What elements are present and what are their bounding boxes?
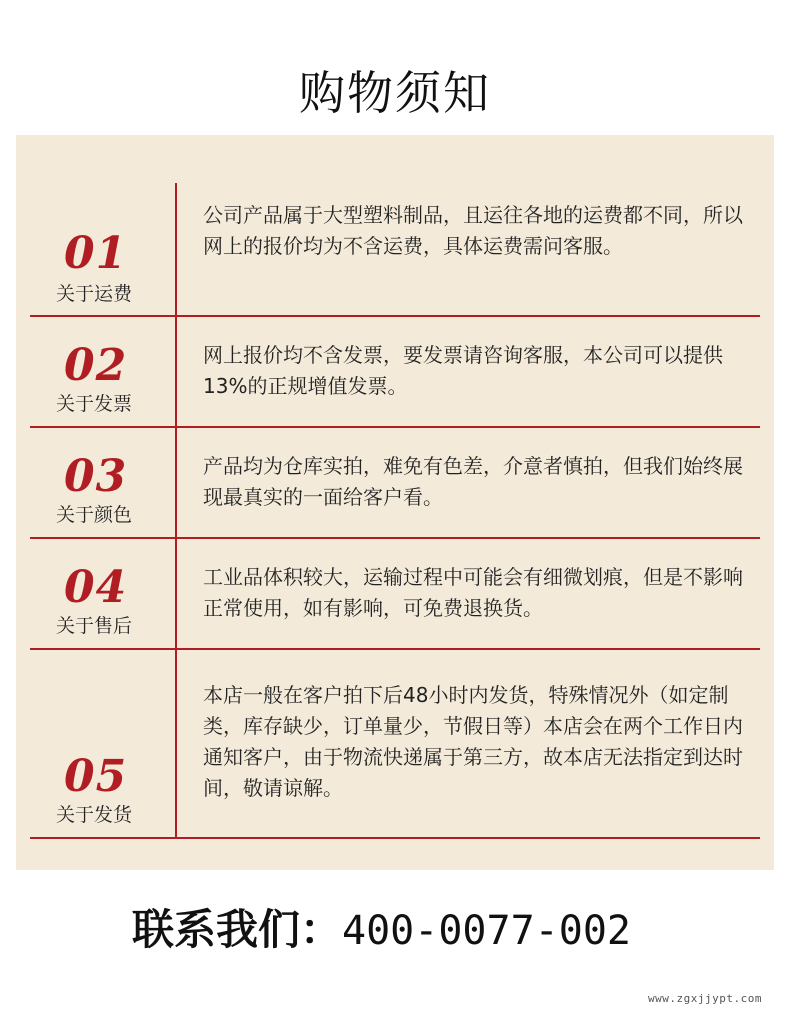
item-text-invoice: 网上报价均不含发票，要发票请咨询客服，本公司可以提供13%的正规增值发票。 <box>203 343 723 398</box>
site-watermark: www.zgxjjypt.com <box>648 992 762 1005</box>
item-text-color: 产品均为仓库实拍，难免有色差，介意者慎拍，但我们始终展现最真实的一面给客户看。 <box>203 454 743 509</box>
page-title: 购物须知 <box>299 66 491 120</box>
item-label-invoice: 关于发票 <box>56 393 133 415</box>
contact-line <box>132 900 631 960</box>
row-divider <box>30 648 760 650</box>
item-number-04: 04 <box>64 562 128 613</box>
item-number-03: 03 <box>64 451 128 502</box>
item-number-02: 02 <box>64 340 128 391</box>
vertical-divider <box>175 183 177 839</box>
row-divider <box>30 837 760 839</box>
contact-label: 联系我们： <box>132 905 343 954</box>
row-divider <box>30 315 760 317</box>
contact-phone: 400-0077-002 <box>342 908 631 954</box>
item-label-shipping: 关于运费 <box>56 283 133 305</box>
item-text-shipping: 公司产品属于大型塑料制品，且运往各地的运费都不同，所以网上的报价均为不含运费，具体运费需问客服。 <box>203 203 743 258</box>
item-label-delivery: 关于发货 <box>56 804 133 826</box>
row-divider <box>30 426 760 428</box>
item-text-aftersales: 工业品体积较大，运输过程中可能会有细微划痕，但是不影响正常使用，如有影响，可免费退换货。 <box>203 565 743 620</box>
item-label-aftersales: 关于售后 <box>56 615 133 637</box>
item-label-color: 关于颜色 <box>56 504 133 526</box>
item-text-delivery: 本店一般在客户拍下后48小时内发货，特殊情况外（如定制类，库存缺少，订单量少，节假日等）本店会在两个工作日内通知客户，由于物流快递属于第三方，故本店无法指定到达时间，敬请谅解。 <box>203 683 743 800</box>
item-number-05: 05 <box>64 751 128 802</box>
row-divider <box>30 537 760 539</box>
item-number-01: 01 <box>64 228 128 279</box>
